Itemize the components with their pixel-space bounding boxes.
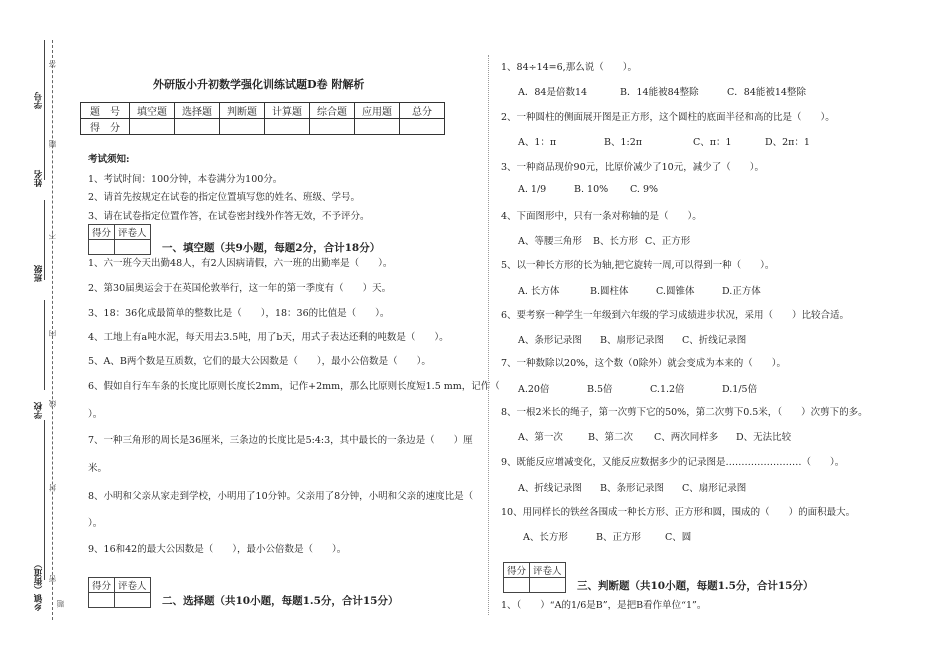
fill-in-question: 9、16和42的最大公因数是（ ），最小公倍数是（ ）。 <box>88 544 347 555</box>
fill-in-question: 米。 <box>88 463 108 474</box>
choice-option: A、第一次 <box>518 432 563 443</box>
seal-mark: 密 <box>48 575 57 583</box>
score-table <box>80 102 445 135</box>
choice-option: D、2π：1 <box>765 137 810 148</box>
choice-option: C.1.2倍 <box>650 384 685 395</box>
choice-question: 5、以一种长方形的长为轴,把它旋转一周,可以得到一种（ ）。 <box>501 260 775 271</box>
choice-question: 7、一种数除以20%，这个数（0除外）就会变成为本来的（ ）。 <box>501 358 786 369</box>
binding-line <box>44 300 45 390</box>
seal-mark: 题 <box>48 140 57 148</box>
choice-option: C、扇形记录图 <box>682 483 747 494</box>
score-cell <box>355 119 400 135</box>
choice-question: 3、一种商品现价90元，比原价减少了10元，减少了（ ）。 <box>501 162 764 173</box>
grader-cell <box>89 593 115 608</box>
choice-option: B、长方形 <box>593 236 638 247</box>
score-table-header: 综合题 <box>310 103 355 119</box>
score-table-header: 选择题 <box>175 103 220 119</box>
fill-in-question: 8、小明和父亲从家走到学校，小明用了10分钟。父亲用了8分钟，小明和父亲的速度比是（ <box>88 491 474 502</box>
choice-question: 2、一种圆柱的侧面展开图是正方形，这个圆柱的底面半径和高的比是（ ）。 <box>501 112 835 123</box>
score-cell <box>130 119 175 135</box>
binding-line <box>44 420 45 580</box>
fill-in-question: 7、一种三角形的周长是36厘米，三条边的长度比是5:4:3，其中最长的一条边是（ ）厘 <box>88 435 473 446</box>
margin-label-school: 学校 <box>34 402 44 419</box>
score-table-header: 题 号 <box>81 103 130 119</box>
choice-question: 4、下面图形中，只有一条对称轴的是（ ）。 <box>501 211 702 222</box>
choice-question: 1、84÷14=6,那么说（ ）。 <box>501 62 637 73</box>
choice-option: D.正方体 <box>722 286 761 297</box>
grader-reviewer-label: 评卷人 <box>115 225 151 240</box>
notice-item: 1、考试时间：100分钟，本卷满分为100分。 <box>88 174 283 185</box>
choice-option: B.5倍 <box>587 384 613 395</box>
score-table-header: 填空题 <box>130 103 175 119</box>
grader-score-label: 得分 <box>89 225 115 240</box>
score-cell <box>265 119 310 135</box>
margin-label-name: 姓名 <box>34 170 44 187</box>
seal-mark: 线 <box>48 400 57 408</box>
choice-option: A、等腰三角形 <box>518 236 582 247</box>
choice-option: A. 1/9 <box>518 184 547 195</box>
score-table-row-label: 得 分 <box>81 119 130 135</box>
choice-option: D.1/5倍 <box>722 384 758 395</box>
seal-mark: 答 <box>48 60 57 68</box>
choice-question: 6、要考察一种学生一年级到六年级的学习成绩进步状况，采用（ ）比较合适。 <box>501 310 850 321</box>
choice-option: B．14能被84整除 <box>620 87 699 98</box>
choice-option: C．84能被14整除 <box>727 87 806 98</box>
margin-label-class: 班级 <box>34 265 44 282</box>
choice-option: B、1:2π <box>604 137 643 148</box>
choice-option: C、正方形 <box>645 236 691 247</box>
grader-box <box>503 562 566 593</box>
exam-title: 外研版小升初数学强化训练试题D卷 附解析 <box>153 78 365 91</box>
grader-reviewer-label: 评卷人 <box>115 578 151 593</box>
true-false-question: 1、（ ）“A的1/6是B”，是把B看作单位“1”。 <box>501 600 707 611</box>
choice-option: B、条形记录图 <box>600 483 664 494</box>
choice-option: C.圆锥体 <box>656 286 695 297</box>
choice-option: C、折线记录图 <box>682 335 747 346</box>
section-title-choice: 二、选择题（共10小题，每题1.5分，合计15分） <box>162 595 399 607</box>
column-divider <box>488 55 489 615</box>
choice-option: C、圆 <box>665 532 692 543</box>
choice-option: B. 10% <box>574 184 609 195</box>
score-table-header: 应用题 <box>355 103 400 119</box>
choice-option: A、1：π <box>518 137 557 148</box>
margin-label-student-id: 学号 <box>34 92 44 109</box>
choice-question: 10、用同样长的铁丝各围成一种长方形、正方形和圆，围成的（ ）的面积最大。 <box>501 507 856 518</box>
grader-box <box>88 577 151 608</box>
grader-cell <box>115 593 151 608</box>
score-cell <box>310 119 355 135</box>
fill-in-question: 2、第30届奥运会于在英国伦敦举行，这一年的第一季度有（ ）天。 <box>88 283 392 294</box>
fill-in-question: 4、工地上有a吨水泥，每天用去3.5吨，用了b天，用式子表达还剩的吨数是（ ）。 <box>88 332 449 343</box>
seal-mark: 不 <box>48 232 57 240</box>
score-cell <box>400 119 445 135</box>
fill-in-question: 6、假如自行车车条的长度比原则长度长2mm，记作+2mm，那么比原则长度短1.5 mm，记作（ <box>88 381 500 392</box>
choice-option: A、条形记录图 <box>518 335 582 346</box>
binding-line <box>44 40 45 180</box>
fill-in-question: ）。 <box>88 518 103 529</box>
choice-option: C. 9% <box>630 184 659 195</box>
section-title-true-false: 三、判断题（共10小题，每题1.5分，合计15分） <box>577 580 814 592</box>
score-table-header: 总分 <box>400 103 445 119</box>
seal-mark: 内 <box>48 330 57 338</box>
grader-score-label: 得分 <box>89 578 115 593</box>
fill-in-question: 5、A、B两个数是互质数，它们的最大公因数是（ ），最小公倍数是（ ）。 <box>88 356 431 367</box>
grader-cell <box>89 240 115 255</box>
choice-option: A.20倍 <box>518 384 550 395</box>
choice-option: A．84是倍数14 <box>518 87 588 98</box>
margin-label-township: 乡镇（街道） <box>34 560 44 611</box>
grader-cell <box>530 578 566 593</box>
fill-in-question: 3、18：36化成最简单的整数比是（ ），18：36的比值是（ ）。 <box>88 308 390 319</box>
grader-reviewer-label: 评卷人 <box>530 563 566 578</box>
score-table-header: 计算题 <box>265 103 310 119</box>
notice-item: 3、请在试卷指定位置作答，在试卷密封线外作答无效，不予评分。 <box>88 211 370 222</box>
score-table-header: 判断题 <box>220 103 265 119</box>
grader-score-label: 得分 <box>504 563 530 578</box>
seal-mark: 题 <box>56 600 65 608</box>
grader-cell <box>504 578 530 593</box>
choice-question: 9、既能反应增减变化，又能反应数据多少的记录图是……………………（ ）。 <box>501 457 845 468</box>
score-cell <box>220 119 265 135</box>
choice-option: D、无法比较 <box>736 432 792 443</box>
score-cell <box>175 119 220 135</box>
fill-in-question: 1、六一班今天出勤48人，有2人因病请假，六一班的出勤率是（ ）。 <box>88 258 393 269</box>
seal-mark: 封 <box>48 484 57 492</box>
notice-heading: 考试须知: <box>88 154 130 165</box>
choice-option: B.圆柱体 <box>590 286 629 297</box>
choice-question: 8、一根2米长的绳子，第一次剪下它的50%，第二次剪下0.5米，（ ）次剪下的多。 <box>501 407 868 418</box>
choice-option: B、第二次 <box>588 432 633 443</box>
section-title-fill-in: 一、填空题（共9小题，每题2分，合计18分） <box>162 242 381 254</box>
choice-option: B、正方形 <box>596 532 641 543</box>
fill-in-question: ）。 <box>88 409 103 420</box>
choice-option: B、扇形记录图 <box>600 335 664 346</box>
notice-item: 2、请首先按规定在试卷的指定位置填写您的姓名、班级、学号。 <box>88 192 361 203</box>
choice-option: A、长方形 <box>523 532 568 543</box>
choice-option: C、两次同样多 <box>654 432 719 443</box>
choice-option: C、π：1 <box>693 137 732 148</box>
grader-cell <box>115 240 151 255</box>
choice-option: A. 长方体 <box>518 286 560 297</box>
choice-option: A、折线记录图 <box>518 483 582 494</box>
grader-box <box>88 224 151 255</box>
